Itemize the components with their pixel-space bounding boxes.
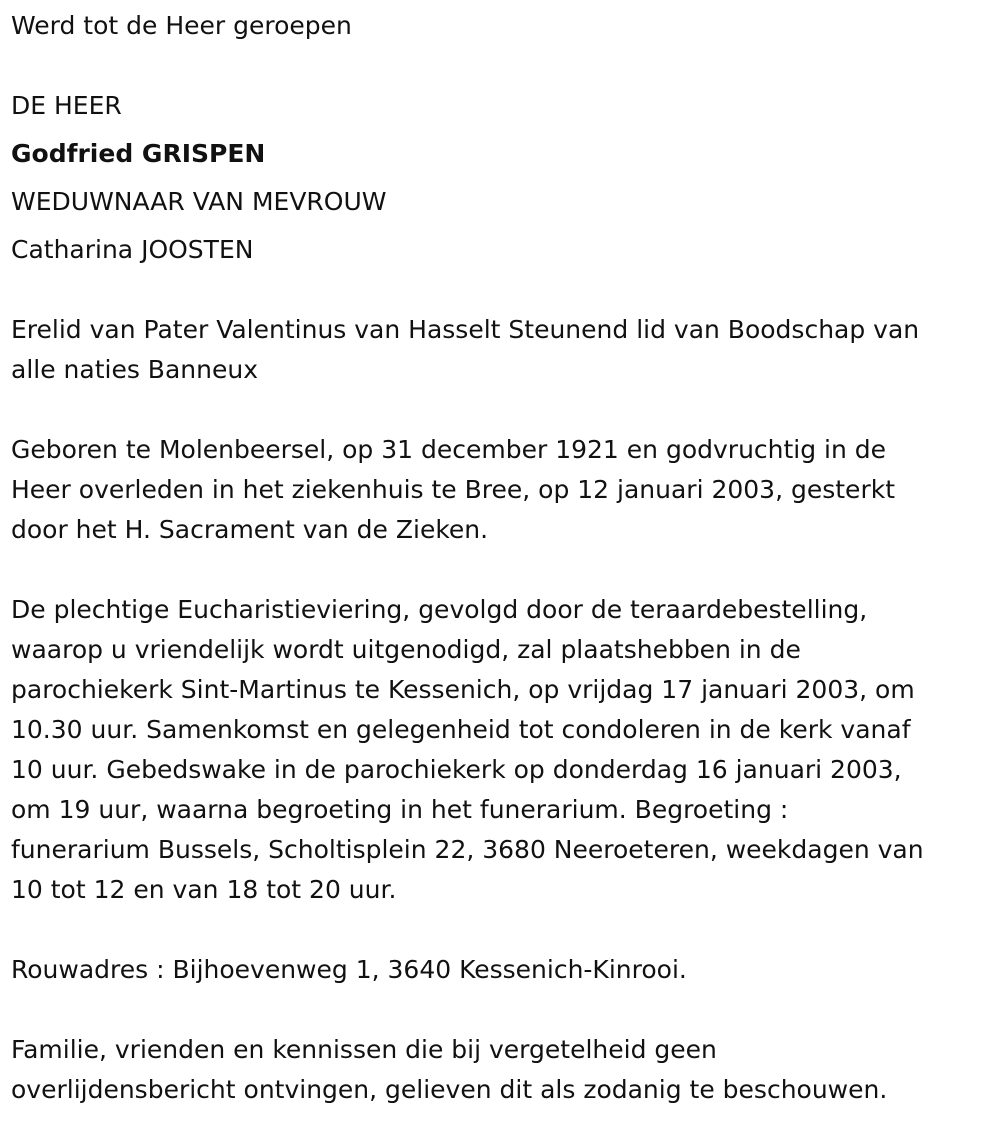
birth-death-paragraph — [11, 430, 990, 550]
mourning-address: Rouwadres : Bijhoevenweg 1, 3640 Kessenich-Kinrooi. — [11, 955, 687, 984]
ceremony-paragraph — [11, 590, 990, 910]
closing-line: Familie, vrienden en kennissen die bij vergetelheid geen — [11, 1035, 717, 1064]
ceremony-line: om 19 uur, waarna begroeting in het funerarium. Begroeting : — [11, 795, 789, 824]
intro-line: Werd tot de Heer geroepen — [11, 11, 352, 40]
closing-line: overlijdensbericht ontvingen, gelieven dit als zodanig te beschouwen. — [11, 1075, 888, 1104]
deceased-name: Godfried GRISPEN — [11, 139, 266, 168]
membership-line: Erelid van Pater Valentinus van Hasselt Steunend lid van Boodschap van — [11, 315, 920, 344]
ceremony-line: 10 uur. Gebedswake in de parochiekerk op donderdag 16 januari 2003, — [11, 755, 902, 784]
birth-death-line: door het H. Sacrament van de Zieken. — [11, 515, 489, 544]
closing-paragraph — [11, 1030, 990, 1110]
birth-death-line: Heer overleden in het ziekenhuis te Bree, op 12 januari 2003, gesterkt — [11, 475, 895, 504]
ceremony-line: funerarium Bussels, Scholtisplein 22, 3680 Neeroeteren, weekdagen van — [11, 835, 924, 864]
salutation: DE HEER — [11, 91, 122, 120]
membership-line: alle naties Banneux — [11, 355, 258, 384]
spouse-name: Catharina JOOSTEN — [11, 235, 254, 264]
ceremony-line: 10 tot 12 en van 18 tot 20 uur. — [11, 875, 397, 904]
ceremony-line: 10.30 uur. Samenkomst en gelegenheid tot condoleren in de kerk vanaf — [11, 715, 911, 744]
birth-death-line: Geboren te Molenbeersel, op 31 december 1921 en godvruchtig in de — [11, 435, 887, 464]
ceremony-line: De plechtige Eucharistieviering, gevolgd door de teraardebestelling, — [11, 595, 868, 624]
ceremony-line: waarop u vriendelijk wordt uitgenodigd, zal plaatshebben in de — [11, 635, 801, 664]
membership-paragraph — [11, 310, 990, 390]
ceremony-line: parochiekerk Sint-Martinus te Kessenich, op vrijdag 17 januari 2003, om — [11, 675, 915, 704]
widower-label: WEDUWNAAR VAN MEVROUW — [11, 187, 387, 216]
address-paragraph — [11, 950, 990, 990]
